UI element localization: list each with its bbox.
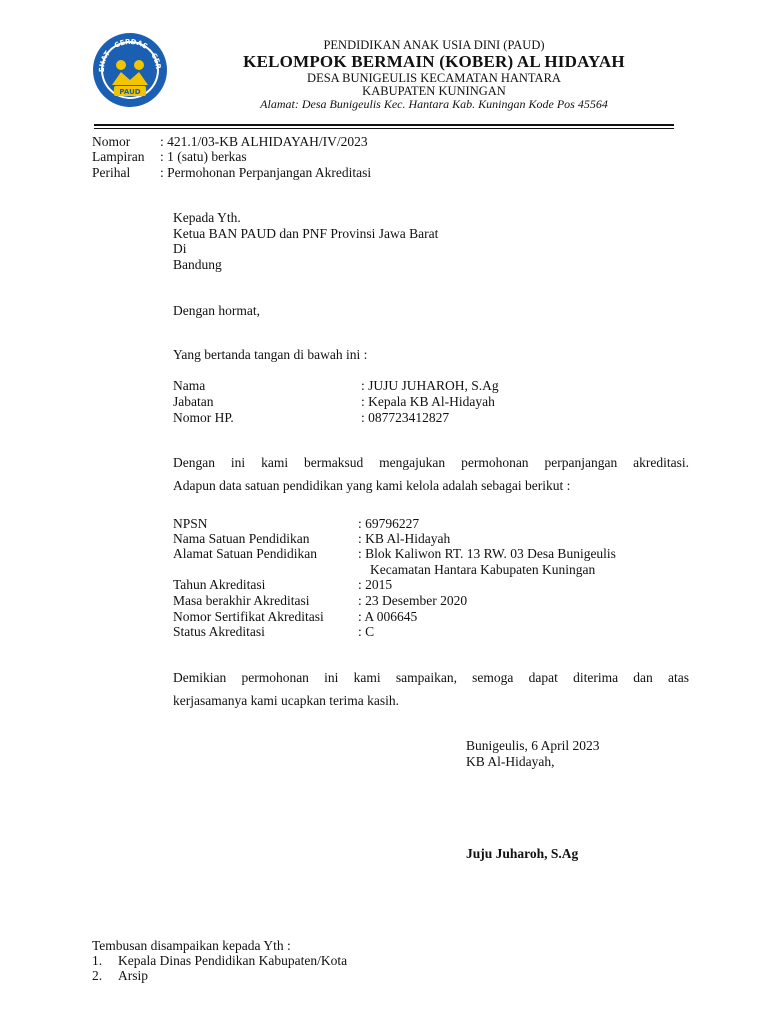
school-label: Nomor Sertifikat Akreditasi [173,609,324,624]
school-value: : C [358,624,375,639]
school-value: : KB Al-Hidayah [358,531,451,546]
logo-motto: EHAT · CERDAS · CER [97,37,163,73]
signature-name: Juju Juharoh, S.Ag [466,846,579,861]
school-label: Nama Satuan Pendidikan [173,531,310,546]
header-rule-thin [94,128,674,129]
header-rule-thick [94,124,674,126]
school-value: : 23 Desember 2020 [358,593,468,608]
meta-label-perihal: Perihal [92,165,131,180]
school-value: : 69796227 [358,516,420,531]
recipient-line: Ketua BAN PAUD dan PNF Provinsi Jawa Barat [173,226,439,241]
closing-line: Demikian permohonan ini kami sampaikan, semoga dapat diterima dan atas [173,670,689,685]
school-label: Alamat Satuan Pendidikan [173,546,317,561]
signer-value: : Kepala KB Al-Hidayah [361,394,495,409]
cc-item: Kepala Dinas Pendidikan Kabupaten/Kota [118,953,348,968]
school-value: : A 006645 [358,609,418,624]
intro-text: Yang bertanda tangan di bawah ini : [173,347,368,362]
signature-place-date: Bunigeulis, 6 April 2023 [466,738,600,753]
school-value: : 2015 [358,577,393,592]
school-label: Masa berakhir Akreditasi [173,593,310,608]
meta-value-perihal: : Permohonan Perpanjangan Akreditasi [160,165,372,180]
paragraph-line: Dengan ini kami bermaksud mengajukan permohonan perpanjangan akreditasi. [173,455,689,470]
signer-label: Nomor HP. [173,410,234,425]
school-value: : Blok Kaliwon RT. 13 RW. 03 Desa Bunigeulis [358,546,616,561]
school-label: Tahun Akreditasi [173,577,266,592]
header-line-3: DESA BUNIGEULIS KECAMATAN HANTARA [307,71,561,85]
meta-label-nomor: Nomor [92,134,131,149]
signer-value: : JUJU JUHAROH, S.Ag [361,378,499,393]
cc-item: Arsip [118,968,148,983]
meta-label-lampiran: Lampiran [92,149,145,164]
school-label: NPSN [173,516,208,531]
recipient-line: Di [173,241,187,256]
greeting: Dengan hormat, [173,303,260,318]
signature-org: KB Al-Hidayah, [466,754,555,769]
header-line-4: KABUPATEN KUNINGAN [362,84,506,98]
logo-label: PAUD [119,88,141,96]
paragraph-line: Adapun data satuan pendidikan yang kami kelola adalah sebagai berikut : [173,478,571,493]
meta-value-nomor: : 421.1/03-KB ALHIDAYAH/IV/2023 [160,134,368,149]
cc-title: Tembusan disampaikan kepada Yth : [92,938,291,953]
school-label: Status Akreditasi [173,624,265,639]
cc-item-number: 2. [92,968,103,983]
signer-label: Nama [173,378,206,393]
closing-line: kerjasamanya kami ucapkan terima kasih. [173,693,400,708]
signer-label: Jabatan [173,394,214,409]
school-value-continued: Kecamatan Hantara Kabupaten Kuningan [370,562,596,577]
cc-item-number: 1. [92,953,103,968]
recipient-line: Kepada Yth. [173,210,241,225]
header-title: KELOMPOK BERMAIN (KOBER) AL HIDAYAH [243,52,625,71]
recipient-line: Bandung [173,257,222,272]
header-line-1: PENDIDIKAN ANAK USIA DINI (PAUD) [323,38,545,52]
header-address: Alamat: Desa Bunigeulis Kec. Hantara Kab. Kuningan Kode Pos 45564 [260,97,608,111]
signer-value: : 087723412827 [361,410,450,425]
meta-value-lampiran: : 1 (satu) berkas [160,149,247,164]
